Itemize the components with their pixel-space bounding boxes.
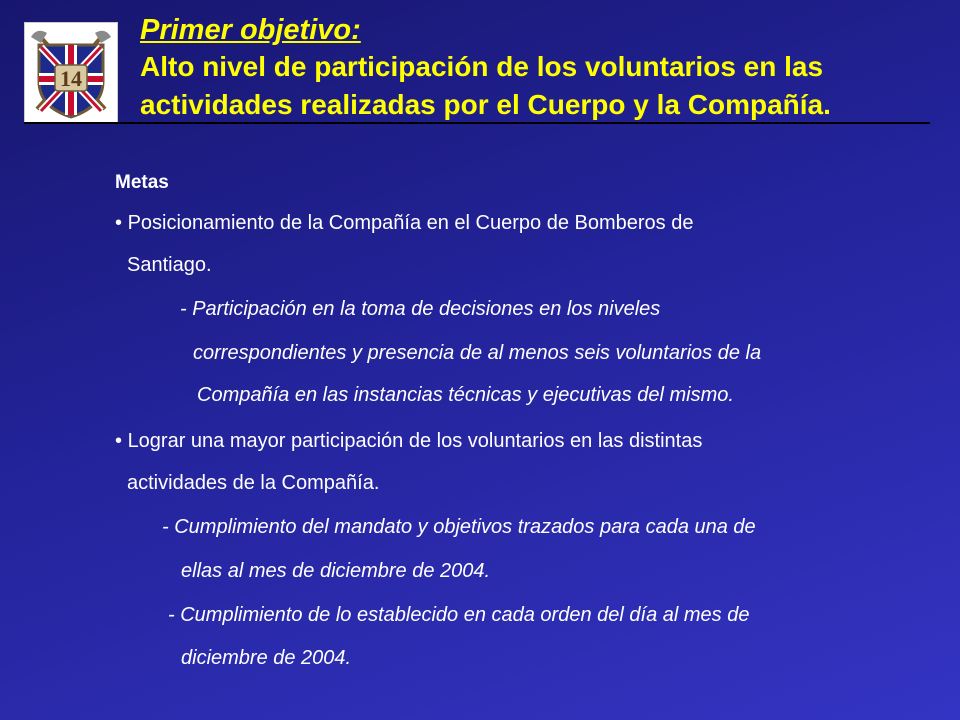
sub-1-line-3: Compañía en las instancias técnicas y ejecutivas del mismo.: [197, 384, 734, 406]
sub-1-line-1: - Participación en la toma de decisiones en los niveles: [180, 298, 661, 320]
title-line-1: Alto nivel de participación de los voluntarios en las: [140, 51, 824, 82]
sub-1-line-2: correspondientes y presencia de al menos seis voluntarios de la: [193, 342, 762, 364]
bullet-1-line-2: Santiago.: [127, 254, 212, 276]
title-line-2: actividades realizadas por el Cuerpo y la Compañía.: [140, 89, 831, 120]
bullet-2-line-1: • Lograr una mayor participación de los voluntarios en las distintas: [115, 430, 703, 452]
sub-3-line-1: - Cumplimiento de lo establecido en cada orden del día al mes de: [168, 604, 750, 626]
logo-number: 14: [60, 66, 82, 91]
bullet-2-line-2: actividades de la Compañía.: [127, 472, 380, 494]
metas-heading: Metas: [115, 172, 169, 193]
title-label: Primer objetivo:: [140, 14, 361, 46]
bullet-1-line-1: • Posicionamiento de la Compañía en el Cuerpo de Bomberos de: [115, 212, 694, 234]
sub-2-line-1: - Cumplimiento del mandato y objetivos trazados para cada una de: [162, 516, 756, 538]
sub-2-line-2: ellas al mes de diciembre de 2004.: [181, 560, 491, 582]
bullet-icon: •: [115, 212, 128, 234]
sub-3-line-2: diciembre de 2004.: [181, 647, 352, 669]
bullet-icon: •: [115, 430, 128, 452]
